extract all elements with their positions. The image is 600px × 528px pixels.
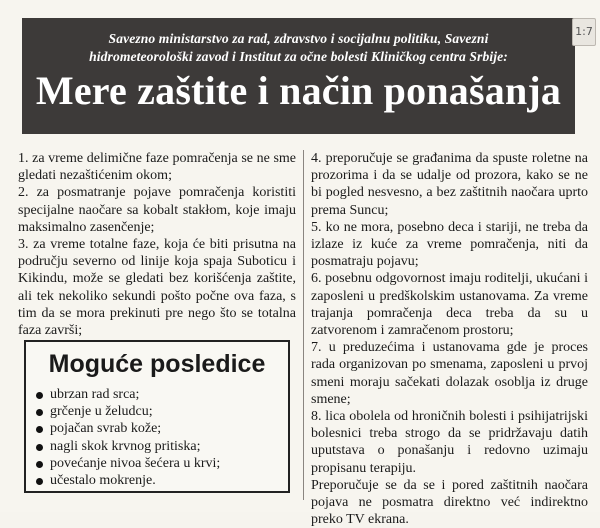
instruction-6: 6. posebnu odgovornost imaju roditelji, ukućani i zaposleni u predškolskim ustanovama. Za vreme trajanja pomračenja deca treba da su u zatvorenom i zamračenom prostoru; bbox=[311, 271, 588, 339]
right-column bbox=[311, 150, 588, 528]
instruction-3: 3. za vreme totalne faze, koja će biti prisutna na području severno od linije koja spaja Suboticu i Kikindu, može se gledati bez korišćenja zaštite, ali tek nekoliko sekundi pošto počne ova faza, s tim da se mora prekinuti pre nego što se totalna faza završi; bbox=[18, 237, 296, 339]
header-banner bbox=[22, 18, 575, 134]
list-item: pojačan svrab kože; bbox=[36, 420, 278, 437]
corner-badge[interactable]: 1:7 bbox=[572, 18, 596, 46]
closing-recommendation: Preporučuje se da se i pored zaštitnih naočara pojava ne posmatra direktno već indirektno preko TV ekrana. bbox=[311, 477, 588, 528]
header-subtitle-line-2: hidrometeorološki zavod i Institut za očne bolesti Kliničkog centra Srbije: bbox=[89, 49, 508, 64]
instruction-5: 5. ko ne mora, posebno deca i stariji, ne treba da izlaze iz kuće za vreme pomračenja, niti da posmatraju pojavu; bbox=[311, 219, 588, 270]
header-subtitle-line-1: Savezno ministarstvo za rad, zdravstvo i socijalnu politiku, Savezni bbox=[108, 31, 489, 46]
list-item: grčenje u želudcu; bbox=[36, 403, 278, 420]
instruction-8: 8. lica obolela od hroničnih bolesti i psihijatrijski bolesnici treba strogo da se pridržavaju datih uputstava o ponašanju i redovno uzimaju propisanu terapiju. bbox=[311, 409, 588, 476]
consequences-list bbox=[36, 386, 278, 489]
instruction-7: 7. u preduzećima i ustanovama gde je proces rada organizovan po smenama, zaposleni u prvoj smeni moraju sačekati dolazak osoblja iz druge smene; bbox=[311, 340, 588, 407]
column-divider bbox=[303, 150, 304, 500]
list-item: učestalo mokrenje. bbox=[36, 472, 278, 489]
consequences-box bbox=[24, 340, 290, 493]
list-item: povećanje nivoa šećera u krvi; bbox=[36, 455, 278, 472]
consequences-title: Moguće posledice bbox=[48, 350, 266, 378]
list-item: ubrzan rad srca; bbox=[36, 386, 278, 403]
instruction-4: 4. preporučuje se građanima da spuste roletne na prozorima i da se udalje od prozora, kako se ne bi pogled nesvesno, a bez zaštitnih naočara uprto prema Suncu; bbox=[311, 151, 588, 218]
instruction-1: 1. za vreme delimične faze pomračenja se ne sme gledati nezaštićenim okom; bbox=[18, 151, 296, 184]
list-item: nagli skok krvnog pritiska; bbox=[36, 438, 278, 455]
page-title: Mere zaštite i način ponašanja bbox=[35, 68, 562, 113]
left-column bbox=[18, 150, 296, 339]
instruction-2: 2. za posmatranje pojave pomračenja koristiti specijalne naočare sa kobalt stakłom, koje imaju maksimalno zasenčenje; bbox=[18, 185, 296, 235]
